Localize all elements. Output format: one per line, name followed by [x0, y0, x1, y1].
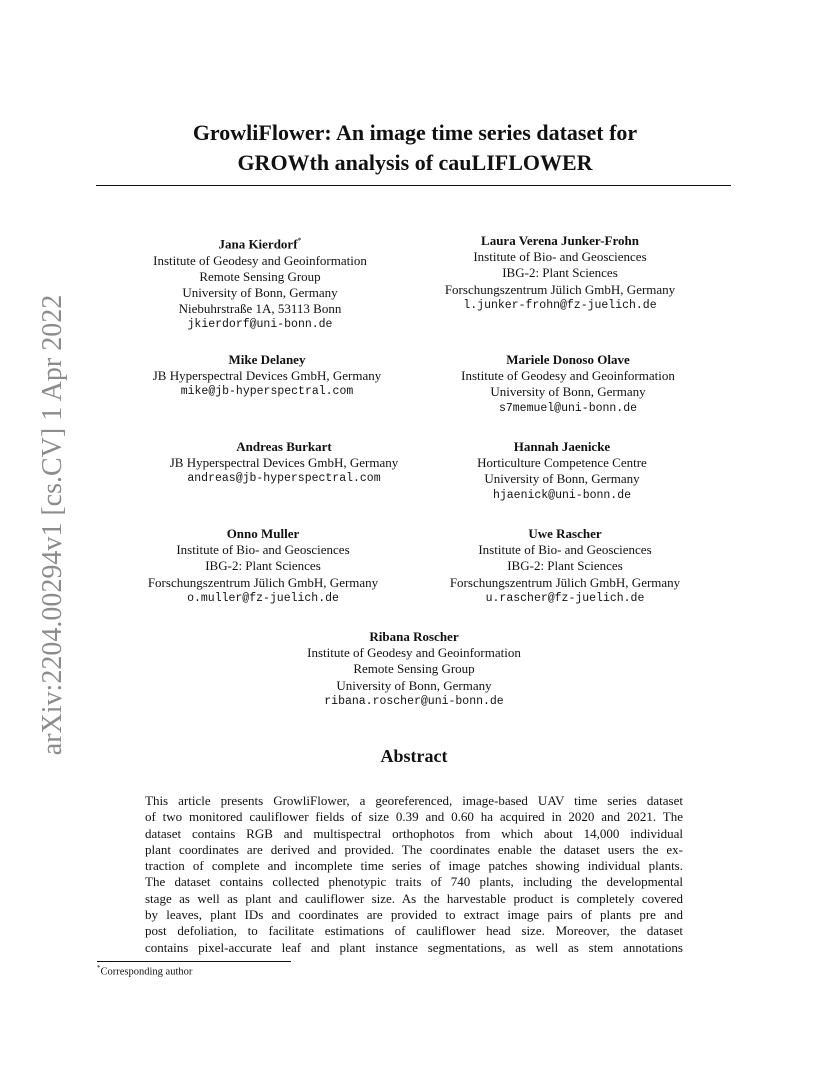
abstract-line: of two monitored cauliflower fields of size 0.39 and 0.60 ha acquired in 2020 and 2021. The — [145, 809, 683, 825]
author-affiliation: Forschungszentrum Jülich GmbH, Germany — [449, 574, 681, 590]
author-affiliation: IBG-2: Plant Sciences — [205, 558, 321, 574]
author-affiliation: Institute of Geodesy and Geoinformation — [461, 368, 675, 384]
abstract-line: contains pixel-accurate leaf and plant instance segmentations, as well as stem annotations — [145, 939, 683, 955]
arxiv-identifier: arXiv:2204.00294v1 [cs.CV] 1 Apr 2022 — [37, 294, 68, 756]
author-email[interactable]: u.rascher@fz-juelich.de — [485, 591, 645, 605]
author-name: Andreas Burkart — [236, 439, 332, 454]
author-email[interactable]: ribana.roscher@uni-bonn.de — [324, 694, 504, 708]
abstract-body — [145, 793, 683, 956]
author-block — [461, 352, 675, 417]
author-affiliation: JB Hyperspectral Devices GmbH, Germany — [152, 368, 382, 384]
author-affiliation: Horticulture Competence Centre — [477, 455, 647, 471]
author-affiliation: University of Bonn, Germany — [490, 384, 646, 400]
abstract-line: dataset contains RGB and multispectral orthophotos from which about 14,000 individual — [145, 825, 683, 841]
paper-title — [100, 118, 730, 178]
author-name: Laura Verena Junker-Frohn — [481, 233, 639, 248]
abstract-line: The dataset contains collected phenotypic traits of 740 plants, including the developmental — [145, 874, 683, 890]
author-email[interactable]: hjaenick@uni-bonn.de — [492, 488, 632, 502]
author-affiliation: Institute of Bio- and Geosciences — [473, 249, 647, 265]
author-block — [307, 629, 521, 710]
author-affiliation: Remote Sensing Group — [199, 268, 321, 284]
author-affiliation: University of Bonn, Germany — [336, 677, 492, 693]
author-block — [477, 439, 647, 504]
footnote-mark: * — [97, 964, 101, 972]
author-affiliation: Forschungszentrum Jülich GmbH, Germany — [147, 574, 379, 590]
author-affiliation: University of Bonn, Germany — [484, 471, 640, 487]
author-affiliation: Institute of Bio- and Geosciences — [478, 542, 652, 558]
author-affiliation: Institute of Geodesy and Geoinformation — [153, 252, 367, 268]
author-name: Jana Kierdorf* — [218, 236, 302, 252]
author-name: Uwe Rascher — [528, 526, 602, 541]
author-email[interactable]: mike@jb-hyperspectral.com — [180, 385, 354, 399]
author-email[interactable]: andreas@jb-hyperspectral.com — [187, 472, 381, 486]
author-email[interactable]: o.muller@fz-juelich.de — [187, 591, 339, 605]
abstract-line: plant coordinates are derived and provided. The coordinates enable the dataset users the ex- — [145, 841, 683, 857]
author-affiliation: Remote Sensing Group — [353, 661, 475, 677]
author-name: Hannah Jaenicke — [513, 439, 611, 454]
abstract-line: traction of complete and incomplete time series of image patches showing individual plants. — [145, 858, 683, 874]
author-email[interactable]: s7memuel@uni-bonn.de — [498, 401, 638, 415]
title-line-1: GrowliFlower: An image time series dataset for — [192, 120, 638, 145]
abstract-line: stage as well as plant and cauliflower size. As the harvestable product is completely covered — [145, 890, 683, 906]
author-block — [445, 233, 675, 314]
author-affiliation: Forschungszentrum Jülich GmbH, Germany — [444, 281, 676, 297]
author-email[interactable]: l.junker-frohn@fz-juelich.de — [463, 298, 657, 312]
author-affiliation: Institute of Geodesy and Geoinformation — [307, 645, 521, 661]
author-name: Mike Delaney — [228, 352, 306, 367]
footnote-rule — [97, 961, 291, 962]
title-rule — [96, 185, 731, 186]
author-affiliation: IBG-2: Plant Sciences — [507, 558, 623, 574]
author-block — [153, 352, 382, 401]
abstract-line: This article presents GrowliFlower, a georeferenced, image-based UAV time series dataset — [145, 793, 683, 808]
author-affiliation: Niebuhrstraße 1A, 53113 Bonn — [178, 301, 342, 317]
footnote — [97, 964, 192, 978]
corresponding-mark: * — [297, 236, 302, 245]
author-email[interactable]: jkierdorf@uni-bonn.de — [187, 318, 333, 332]
author-name: Mariele Donoso Olave — [506, 352, 630, 367]
author-name: Onno Muller — [226, 526, 300, 541]
author-block — [170, 439, 399, 488]
abstract-heading: Abstract — [380, 746, 448, 766]
author-block — [153, 233, 367, 334]
author-affiliation: IBG-2: Plant Sciences — [502, 265, 618, 281]
author-affiliation: University of Bonn, Germany — [182, 284, 338, 300]
author-block — [148, 526, 378, 607]
author-affiliation: Institute of Bio- and Geosciences — [176, 542, 350, 558]
author-name: Ribana Roscher — [369, 629, 459, 644]
title-line-2: GROWth analysis of cauLIFLOWER — [237, 150, 593, 175]
abstract-line: post defoliation, to facilitate estimations of cauliflower head size. Moreover, the dataset — [145, 923, 683, 939]
abstract-line: by leaves, plant IDs and coordinates are provided to extract image pairs of plants pre and — [145, 907, 683, 923]
footnote-text: Corresponding author — [100, 966, 193, 978]
author-block — [450, 526, 680, 607]
author-affiliation: JB Hyperspectral Devices GmbH, Germany — [169, 455, 399, 471]
